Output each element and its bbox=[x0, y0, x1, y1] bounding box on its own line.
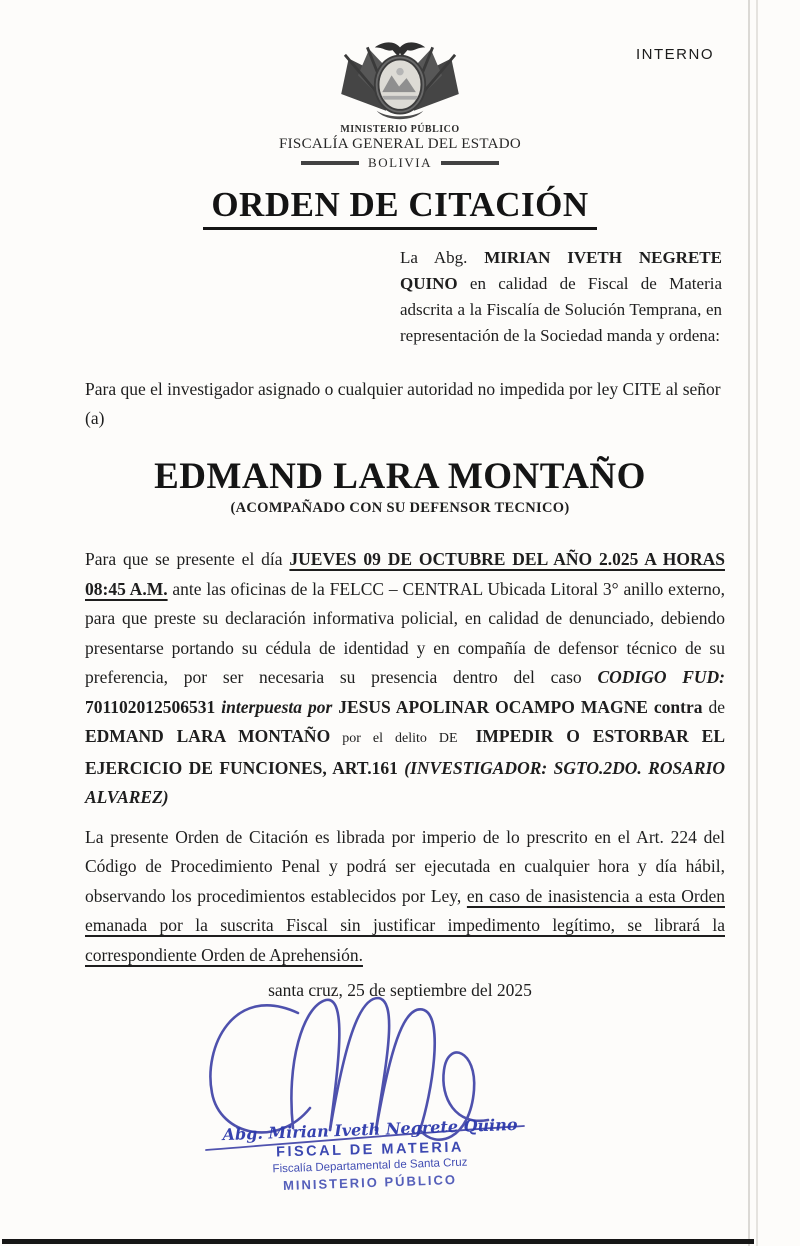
complainant-name: JESUS APOLINAR OCAMPO MAGNE contra bbox=[332, 696, 703, 717]
codigo-fud-label: CODIGO FUD: bbox=[597, 667, 725, 687]
hearing-datetime: JUEVES 09 DE OCTUBRE DEL AÑO 2.025 A HORAS 08:45 A.M. bbox=[85, 549, 725, 599]
case-mid: ante las oficinas de la FELCC – CENTRAL Ubicada Litoral 3° anillo externo, para que preste su declaración informativa policial, en calidad de denunciado, debiendo presentarse portando su cédula de identidad y en compañía de defensor técnico de su preferencia, por ser necesaria su presencia dentro del caso bbox=[85, 578, 725, 687]
cited-person-name: EDMAND LARA MONTAÑO bbox=[154, 456, 646, 497]
decorative-bar-right bbox=[441, 161, 499, 165]
page-bottom-edge bbox=[2, 1239, 754, 1244]
document-title bbox=[0, 185, 800, 225]
codigo-fud-value: 701102012506531 bbox=[85, 696, 222, 717]
de-word: de bbox=[702, 696, 725, 717]
intro-paragraph bbox=[400, 245, 722, 349]
stamp-org: MINISTERIO PÚBLICO bbox=[282, 1171, 458, 1194]
page-right-edge-line bbox=[748, 0, 750, 1246]
crime-name: IMPEDIR O ESTORBAR EL EJERCICIO DE FUNCIONES, ART.161 bbox=[85, 726, 725, 778]
intro-prefix: La Abg. bbox=[400, 248, 485, 267]
letterhead bbox=[0, 0, 800, 171]
org-name-bolivia-row bbox=[0, 155, 800, 171]
interno-label: INTERNO bbox=[636, 46, 714, 63]
coat-of-arms-icon bbox=[320, 38, 480, 122]
defendant-name: EDMAND LARA MONTAÑO bbox=[85, 726, 331, 746]
stamp-role: FISCAL DE MATERIA bbox=[275, 1139, 465, 1161]
page-right-edge-line-2 bbox=[756, 0, 758, 1246]
case-start: Para que se presente el día bbox=[85, 549, 290, 569]
fiscal-name: MIRIAN IVETH NEGRETE QUINO bbox=[400, 248, 722, 293]
legal-start: La presente Orden de Citación es librada por imperio de lo prescrito en el Art. 224 del Código de Procedimiento Penal y podrá ser ejecutada en cualquier hora y día hábil, observando los procedimientos establecidos por Ley, bbox=[85, 826, 725, 906]
delito-label: por el delito DE bbox=[330, 731, 470, 746]
stamp-signatory-name: Abg. Mirian Iveth Negrete Quino bbox=[222, 1114, 518, 1145]
stamp-office: Fiscalía Departamental de Santa Cruz bbox=[272, 1156, 468, 1176]
date-line: santa cruz, 25 de septiembre del 2025 bbox=[268, 980, 532, 1000]
intro-rest: en calidad de Fiscal de Materia adscrita a la Fiscalía de Solución Temprana, en representación de la Sociedad manda y ordena: bbox=[400, 274, 722, 345]
org-name-fiscalia: FISCALÍA GENERAL DEL ESTADO bbox=[278, 136, 522, 152]
cite-order-paragraph: Para que el investigador asignado o cualquier autoridad no impedida por ley CITE al señor (a) bbox=[85, 379, 721, 428]
org-name-bolivia: BOLIVIA bbox=[368, 155, 432, 170]
investigator-note: (INVESTIGADOR: SGTO.2DO. ROSARIO ALVAREZ) bbox=[85, 757, 725, 807]
decorative-bar-left bbox=[301, 161, 359, 165]
cited-person-note: (ACOMPAÑADO CON SU DEFENSOR TECNICO) bbox=[230, 500, 570, 516]
document-title-text: ORDEN DE CITACIÓN bbox=[203, 185, 596, 230]
case-paragraph bbox=[85, 545, 725, 813]
fiscal-stamp bbox=[178, 1114, 562, 1194]
org-name-ministerio: MINISTERIO PÚBLICO bbox=[340, 124, 460, 135]
legal-paragraph bbox=[85, 823, 725, 971]
legal-warning-underlined: en caso de inasistencia a esta Orden emanada por la suscrita Fiscal sin justificar impedimento legítimo, se librará la correspondiente Orden de Aprehensión. bbox=[85, 885, 725, 965]
interpuesta-label: interpuesta por bbox=[221, 696, 333, 717]
